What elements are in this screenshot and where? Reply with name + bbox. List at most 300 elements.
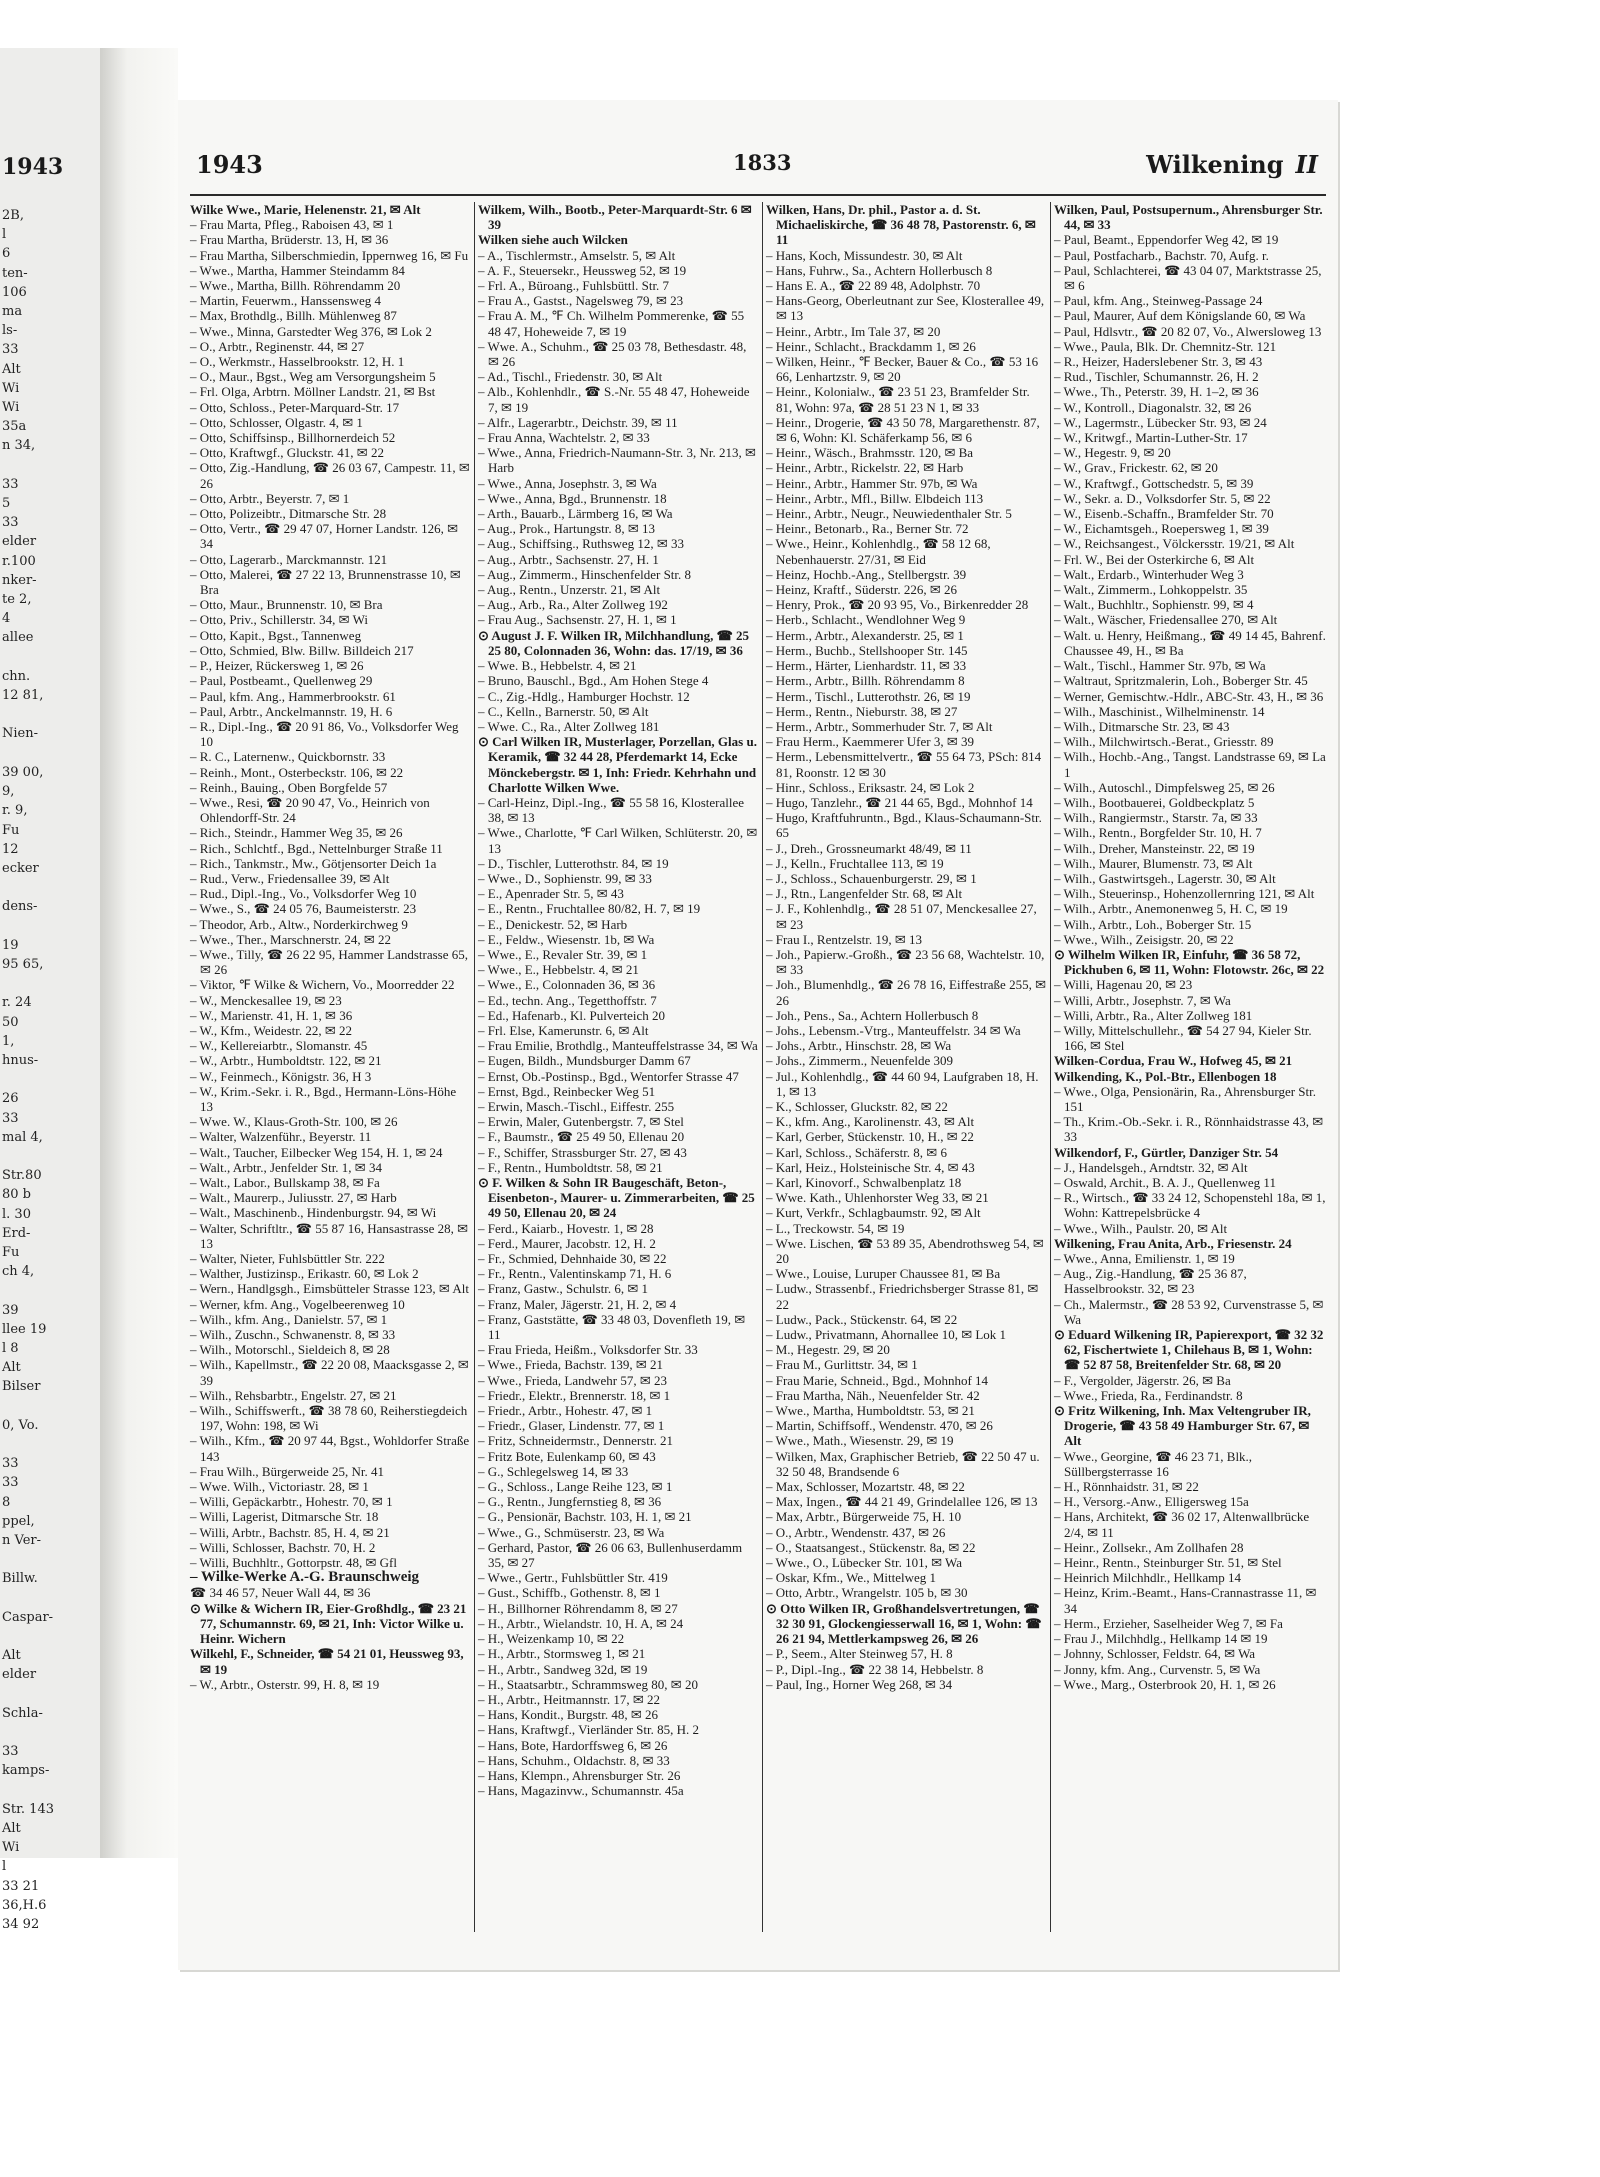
directory-entry: – W., Krim.-Sekr. i. R., Bgd., Hermann-Löns-Höhe 13 [190,1083,457,1114]
directory-entry: – O., Staatsangest., Stückenstr. 8a, ✉ 22 [766,1539,976,1555]
directory-entry: – Wwe., Louise, Luruper Chaussee 81, ✉ Ba [766,1266,1001,1282]
left-page-fragment [2,917,54,936]
column-divider [1050,202,1051,1932]
directory-entry: – Hinr., Schloss., Eriksastr. 24, ✉ Lok 2 [766,779,975,795]
left-page-fragment: chn. [2,668,31,684]
directory-entry: – Willi, Arbtr., Bachstr. 85, H. 4, ✉ 21 [190,1524,390,1540]
directory-entry: – Franz, Gastw., Schulstr. 6, ✉ 1 [478,1281,649,1297]
book-gutter [100,48,178,1858]
directory-entry: – Alfr., Lagerarbtr., Deichstr. 39, ✉ 11 [478,414,678,430]
left-page-fragment [2,1550,54,1569]
directory-entry: – Wwe. B., Hebbelstr. 4, ✉ 21 [478,658,637,674]
left-page-fragment: 9, [2,784,15,800]
directory-entry: – Paul, Beamt., Eppendorfer Weg 42, ✉ 19 [1054,232,1279,248]
directory-entry: – W., Feinmech., Königstr. 36, H 3 [190,1068,372,1084]
directory-entry: – H., Versorg.-Anw., Elligersweg 15a [1054,1494,1249,1510]
left-page-fragment: elder [2,1667,37,1683]
directory-entry: – G., Schlegelsweg 14, ✉ 33 [478,1463,629,1479]
directory-entry: – Herm., Härter, Lienhardstr. 11, ✉ 33 [766,658,967,674]
left-page-fragment: Wi [2,1840,20,1856]
directory-entry: – Wwe., O., Lübecker Str. 101, ✉ Wa [766,1555,963,1571]
directory-entry: – Walt., Maurerp., Juliusstr. 27, ✉ Harb [190,1190,397,1206]
directory-entry: – Frau Martha, Silberschmiedin, Ippernweg 16, ✉ Fu [190,247,469,263]
directory-entry: Wilkening, Frau Anita, Arb., Friesenstr. 24 [1054,1235,1292,1251]
directory-entry: – Hans, Fuhrw., Sa., Achtern Hollerbusch 8 [766,262,993,278]
left-page-fragment: Wi [2,380,20,396]
directory-entry: – Ferd., Kaiarb., Hovestr. 1, ✉ 28 [478,1220,654,1236]
left-page-fragment: 33 [2,1744,19,1760]
directory-entry: – Wilh., Kfm., ☎ 20 97 44, Bgst., Wohldorfer Straße 143 [190,1433,470,1464]
directory-entry: – Wwe., Martha, Billh. Röhrendamm 20 [190,278,401,294]
directory-entry: – Wilh., Autoschl., Dimpfelsweg 25, ✉ 26 [1054,779,1275,795]
left-page-fragment: kamps- [2,1763,50,1779]
directory-entry: – Friedr., Arbtr., Hohestr. 47, ✉ 1 [478,1403,653,1419]
directory-entry: – H., Arbtr., Stormsweg 1, ✉ 21 [478,1646,646,1662]
directory-entry: – W., Sekr. a. D., Volksdorfer Str. 5, ✉ 22 [1054,490,1271,506]
left-page-fragment: 33 [2,1475,19,1491]
directory-entry: – Heinr., Arbtr., Mfl., Billw. Elbdeich 113 [766,490,984,506]
directory-entry: – Wilh., Rehsbarbtr., Engelstr. 27, ✉ 21 [190,1387,397,1403]
column-3 [766,202,1048,1932]
directory-entry: – Wwe. Wilh., Victoriastr. 28, ✉ 1 [190,1479,369,1495]
directory-entry: – Frl. Else, Kamerunstr. 6, ✉ Alt [478,1022,649,1038]
directory-entry: – Wilh., Arbtr., Loh., Boberger Str. 15 [1054,916,1252,932]
directory-entry: – K., Schlosser, Gluckstr. 82, ✉ 22 [766,1098,948,1114]
directory-entry: ⊙ Wilhelm Wilken IR, Einfuhr, ☎ 36 58 72, Pickhuben 6, ✉ 11, Wohn: Flotowstr. 26c, ✉ 22 [1054,946,1325,978]
directory-entry: – Max, Schlosser, Mozartstr. 48, ✉ 22 [766,1479,965,1495]
directory-entry: – Otto, Schmied, Blw. Billw. Billdeich 217 [190,642,414,658]
directory-entry: – K., kfm. Ang., Karolinenstr. 43, ✉ Alt [766,1114,975,1130]
directory-entry: – Wilh., Hochb.-Ang., Tangst. Landstrasse 69, ✉ La 1 [1054,749,1326,780]
left-page-fragment [2,1685,54,1704]
directory-entry: – Wilh., Steuerinsp., Hohenzollernring 121, ✉ Alt [1054,886,1315,902]
directory-entry: – Bruno, Bauschl., Bgd., Am Hohen Stege 4 [478,673,709,689]
directory-entry: – Aug., Zig.-Handlung, ☎ 25 36 87, Hasselbrookstr. 32, ✉ 23 [1054,1266,1247,1297]
directory-entry: – Walt., Buchhltr., Sophienstr. 99, ✉ 4 [1054,597,1254,613]
directory-entry: ⊙ Otto Wilken IR, Großhandelsvertretungen, ☎ 32 30 91, Glockengiesserwall 16, ✉ 1, Wohn: ☎ 26 21 94, Mettlerkampsweg 26, ✉ 26 [766,1600,1042,1647]
directory-entry: – Ludw., Privatmann, Ahornallee 10, ✉ Lok 1 [766,1327,1007,1343]
directory-entry: – Paul, Arbtr., Anckelmannstr. 19, H. 6 [190,703,393,719]
directory-entry: Wilke Wwe., Marie, Helenenstr. 21, ✉ Alt [190,202,421,217]
directory-entry: – Paul, kfm. Ang., Steinweg-Passage 24 [1054,293,1263,309]
left-page-text-fragments [2,206,54,1934]
directory-entry: – H., Arbtr., Sandweg 32d, ✉ 19 [478,1661,648,1677]
directory-entry: – Frl. W., Bei der Osterkirche 6, ✉ Alt [1054,551,1255,567]
directory-entry: Wilken siehe auch Wilcken [478,232,628,248]
directory-entry: – Frau Martha, Näh., Neuenfelder Str. 42 [766,1387,980,1403]
directory-entry: Wilken-Cordua, Frau W., Hofweg 45, ✉ 21 [1054,1053,1293,1069]
left-page-fragment: 36,H.6 [2,1897,47,1913]
left-page-fragment [2,1147,54,1166]
left-page-fragment: l [2,227,7,243]
left-page-fragment [2,1781,54,1800]
left-page-fragment: hnus- [2,1052,39,1068]
directory-entry: – Ed., techn. Ang., Tegetthoffstr. 7 [478,992,657,1008]
directory-entry: – Aug., Prok., Hartungstr. 8, ✉ 13 [478,521,656,537]
directory-entry: – O., Werkmstr., Hasselbrookstr. 12, H. 1 [190,354,405,370]
directory-entry: – Willi, Gepäckarbtr., Hohestr. 70, ✉ 1 [190,1494,393,1510]
directory-entry: – Wwe., Math., Wiesenstr. 29, ✉ 19 [766,1433,954,1449]
directory-entry: – W., Grav., Frickestr. 62, ✉ 20 [1054,460,1218,476]
column-2 [478,202,760,1932]
directory-entry: – Wilh., Ditmarsche Str. 23, ✉ 43 [1054,718,1230,734]
directory-entry: – Paul, kfm. Ang., Hammerbrookstr. 61 [190,688,396,704]
directory-entry: – Rich., Steindr., Hammer Weg 35, ✉ 26 [190,825,403,841]
left-page-fragment [2,1589,54,1608]
directory-entry: – Herm., Lebensmittelvertr., ☎ 55 64 73, PSch: 814 81, Roonstr. 12 ✉ 30 [766,749,1042,780]
directory-entry: – Reinh., Bauing., Oben Borgfelde 57 [190,779,388,795]
directory-entry: – Willi, Schlosser, Bachstr. 70, H. 2 [190,1539,376,1555]
directory-entry: – Wilh., Rentn., Borgfelder Str. 10, H. 7 [1054,825,1262,841]
directory-entry: – Paul, Schlachterei, ☎ 43 04 07, Marktstrasse 25, ✉ 6 [1054,262,1322,294]
directory-entry: – Wwe., E., Revaler Str. 39, ✉ 1 [478,946,648,962]
directory-entry: – Herm., Erzieher, Saselheider Weg 7, ✉ Fa [1054,1615,1283,1631]
left-page-fragment: 39 [2,1302,19,1318]
directory-entry: – F., Schiffer, Strassburger Str. 27, ✉ 43 [478,1144,687,1160]
directory-entry: – Rud., Tischler, Schumannstr. 26, H. 2 [1054,369,1259,385]
directory-entry: – Paul, Maurer, Auf dem Königslande 60, ✉ Wa [1054,308,1306,324]
directory-entry: – Hugo, Tanzlehr., ☎ 21 44 65, Bgd., Mohnhof 14 [766,794,1033,810]
page-year: 1943 [196,150,263,179]
directory-entry: – W., Kritwgf., Martin-Luther-Str. 17 [1054,430,1248,446]
directory-entry: – Hans, Bote, Hardorffsweg 6, ✉ 26 [478,1737,668,1753]
left-page-fragment: r.100 [2,553,36,569]
directory-entry: – Heinr., Wäsch., Brahmsstr. 120, ✉ Ba [766,445,974,461]
left-page-fragment: 95 65, [2,956,44,972]
directory-entry: – Wern., Handlgsgh., Eimsbütteler Strasse 123, ✉ Alt [190,1281,469,1297]
directory-entry: – Wilh., Arbtr., Anemonenweg 5, H. C, ✉ 19 [1054,901,1288,917]
directory-entry: – Eugen, Bildh., Mundsburger Damm 67 [478,1053,691,1069]
directory-entry: – Max, Arbtr., Bürgerweide 75, H. 10 [766,1509,962,1525]
running-head [1146,150,1318,179]
directory-entry: – Fritz, Schneidermstr., Dennerstr. 21 [478,1433,673,1449]
directory-entry: – Max, Brothdlg., Billh. Mühlenweg 87 [190,308,397,324]
directory-entry: – Frau Marta, Pfleg., Raboisen 43, ✉ 1 [190,217,394,233]
directory-entry: – Wilh., Milchwirtsch.-Berat., Griesstr. 89 [1054,734,1274,750]
directory-entry: – Wilh., Rangiermstr., Starstr. 7a, ✉ 33 [1054,810,1258,826]
directory-entry: – Willi, Arbtr., Ra., Alter Zollweg 181 [1054,1007,1253,1023]
directory-entry: – Willi, Hagenau 20, ✉ 23 [1054,977,1193,993]
directory-entry: – W., Eichamtsgeh., Roepersweg 1, ✉ 39 [1054,521,1269,537]
directory-entry: – R., Dipl.-Ing., ☎ 20 91 86, Vo., Volksdorfer Weg 10 [190,718,459,750]
directory-entry: – Th., Krim.-Ob.-Sekr. i. R., Rönnhaidstrasse 43, ✉ 33 [1054,1114,1324,1145]
left-page-fragment: 39 00, [2,764,44,780]
directory-entry: – Wwe., D., Sophienstr. 99, ✉ 33 [478,870,652,886]
left-page-fragment [2,648,54,667]
left-page-fragment: l [2,1859,7,1875]
directory-entry: – Heinr., Arbtr., Neugr., Neuwiedenthaler Str. 5 [766,506,1012,522]
directory-entry: – Otto, Lagerarb., Marckmannstr. 121 [190,551,388,567]
directory-entry: – Arth., Bauarb., Lärmberg 16, ✉ Wa [478,506,673,522]
directory-entry: – Wwe., Resi, ☎ 20 90 47, Vo., Heinrich von Ohlendorff-Str. 24 [190,794,430,826]
left-page-fragment: 2B, [2,208,24,223]
directory-entry: – Otto, Maur., Brunnenstr. 10, ✉ Bra [190,597,383,613]
directory-entry: – Wwe. C., Ra., Alter Zollweg 181 [478,718,660,734]
directory-entry: – G., Schloss., Lange Reihe 123, ✉ 1 [478,1479,673,1495]
directory-entry: – W., Arbtr., Humboldtstr. 122, ✉ 21 [190,1053,382,1069]
left-page-fragment: mal 4, [2,1129,43,1145]
page-number: 1833 [733,150,792,175]
directory-entry: – Wwe. Kath., Uhlenhorster Weg 33, ✉ 21 [766,1190,989,1206]
left-page-fragment: Fu [2,822,20,838]
left-page-fragment: 6 [2,246,11,262]
left-page-fragment: Schla- [2,1705,43,1721]
directory-entry: Wilkehl, F., Schneider, ☎ 54 21 01, Heussweg 93, ✉ 19 [190,1646,464,1677]
directory-entry: – H., Billhorner Röhrendamm 8, ✉ 27 [478,1600,678,1616]
directory-entry: – G., Rentn., Jungfernstieg 8, ✉ 36 [478,1494,662,1510]
directory-entry: – R., Heizer, Haderslebener Str. 3, ✉ 43 [1054,354,1263,370]
left-page-fragment: 35a [2,419,27,435]
directory-entry: – Wwe., Charlotte, ℉ Carl Wilken, Schlüterstr. 20, ✉ 13 [478,825,758,856]
left-page-fragment: 0, Vo. [2,1417,39,1433]
directory-entry: – G., Pensionär, Bachstr. 103, H. 1, ✉ 21 [478,1509,692,1525]
left-page-fragment: 33 21 [2,1878,40,1894]
directory-entry: – Hans-Georg, Oberleutnant zur See, Klosterallee 49, ✉ 13 [766,293,1045,324]
directory-entry: – Hans, Klempn., Ahrensburger Str. 26 [478,1767,681,1783]
directory-entry: – Wwe., Marg., Osterbrook 20, H. 1, ✉ 26 [1054,1676,1276,1692]
directory-entry: – W., Kellereiarbtr., Slomanstr. 45 [190,1038,368,1054]
directory-entry: – Wwe., Frieda, Bachstr. 139, ✉ 21 [478,1357,664,1373]
directory-entry: – Wwe., S., ☎ 24 05 76, Baumeisterstr. 23 [190,901,417,917]
left-page-fragment: ls- [2,323,18,339]
directory-entry: – E., Feldw., Wiesenstr. 1b, ✉ Wa [478,931,655,947]
directory-entry: ☎ 34 46 57, Neuer Wall 44, ✉ 36 [190,1585,371,1601]
directory-entry: – Oskar, Kfm., We., Mittelweg 1 [766,1570,937,1586]
directory-entry: – J., Rtn., Langenfelder Str. 68, ✉ Alt [766,886,963,902]
directory-entry: – Ferd., Maurer, Jacobstr. 12, H. 2 [478,1235,656,1251]
directory-entry: – Frau Emilie, Brothdlg., Manteuffelstrasse 34, ✉ Wa [478,1038,758,1054]
directory-entry: – Wwe., Frieda, Ra., Ferdinandstr. 8 [1054,1387,1243,1403]
left-page-fragment: Bilser [2,1379,41,1395]
directory-entry: – Wwe., Paula, Blk. Dr. Chemnitz-Str. 121 [1054,338,1277,354]
left-page-fragment: ten- [2,265,28,281]
directory-page [178,100,1338,1970]
directory-entry: – Walt., Labor., Bullskamp 38, ✉ Fa [190,1175,380,1190]
left-page-fragment: Erd- [2,1225,31,1241]
directory-entry: – Wwe. A., Schuhm., ☎ 25 03 78, Bethesdastr. 48, ✉ 26 [478,338,747,370]
directory-entry: – Wilh., Kapellmstr., ☎ 22 20 08, Maacksgasse 2, ✉ 39 [190,1357,469,1388]
left-page-fragment: 19 [2,937,19,953]
directory-entry: – Walt., Wäscher, Friedensallee 270, ✉ Alt [1054,612,1278,628]
left-page-fragment [2,1281,54,1300]
directory-entry: – C., Zig.-Hdlg., Hamburger Hochstr. 12 [478,688,690,704]
directory-entry: Wilkending, K., Pol.-Btr., Ellenbogen 18 [1054,1068,1277,1084]
left-page-fragment: elder [2,534,37,550]
directory-entry: – H., Weizenkamp 10, ✉ 22 [478,1631,625,1647]
directory-entry: – Heinr., Betonarb., Ra., Berner Str. 72 [766,521,969,537]
left-page-fragment: ecker [2,860,39,876]
directory-entry: – Wwe., Anna, Bgd., Brunnenstr. 18 [478,490,667,506]
running-head-name: Wilkening [1146,150,1284,179]
directory-entry: – Ad., Tischl., Friedenstr. 30, ✉ Alt [478,369,663,385]
directory-entry: – Walter, Schriftltr., ☎ 55 87 16, Hansastrasse 28, ✉ 13 [190,1220,469,1251]
directory-entry: – A. F., Steuersekr., Heussweg 52, ✉ 19 [478,262,687,278]
directory-entry: – Otto, Arbtr., Beyerstr. 7, ✉ 1 [190,490,350,506]
directory-entry: – Kurt, Verkfr., Schlagbaumstr. 92, ✉ Alt [766,1205,981,1221]
directory-entry: – Aug., Zimmerm., Hinschenfelder Str. 8 [478,566,692,582]
left-page-fragment: ch 4, [2,1264,35,1280]
directory-entry: – Joh., Papierw.-Großh., ☎ 23 56 68, Wachtelstr. 10, ✉ 33 [766,946,1045,978]
directory-entry: – Heinr., Rentn., Steinburger Str. 51, ✉ Stel [1054,1555,1282,1571]
left-page-fragment: llee 19 [2,1321,47,1337]
left-page-fragment: 1, [2,1033,15,1049]
left-page-fragment: dens- [2,899,38,915]
left-page-fragment [2,974,54,993]
directory-entry: – Wilken, Max, Graphischer Betrieb, ☎ 22 50 47 u. 32 50 48, Brandsende 6 [766,1448,1040,1479]
directory-entry: – W., Arbtr., Osterstr. 99, H. 8, ✉ 19 [190,1676,380,1692]
directory-entry: – C., Kelln., Barnerstr. 50, ✉ Alt [478,703,649,719]
left-page-edge [0,48,101,1933]
directory-entry: – Theodor, Arb., Altw., Norderkirchweg 9 [190,916,408,932]
directory-entry: – Karl, Kinovorf., Schwalbenplatz 18 [766,1175,962,1190]
directory-entry: – Henry, Prok., ☎ 20 93 95, Vo., Birkenredder 28 [766,597,1029,613]
left-page-fragment: Wi [2,400,20,416]
left-page-fragment: 5 [2,496,11,512]
directory-entry: – Johs., Zimmerm., Neuenfelde 309 [766,1053,954,1069]
left-page-fragment: nker- [2,572,37,588]
left-page-fragment: Str. 143 [2,1801,54,1817]
directory-entry: – Fritz Bote, Eulenkamp 60, ✉ 43 [478,1448,656,1464]
directory-entry: – Wwe., Olga, Pensionärin, Ra., Ahrensburger Str. 151 [1054,1083,1317,1114]
directory-entry: – W., Kraftwgf., Gottschedstr. 5, ✉ 39 [1054,475,1254,491]
left-page-fragment: Alt [2,361,21,377]
directory-entry: – Friedr., Elektr., Brennerstr. 18, ✉ 1 [478,1387,671,1403]
directory-entry: – Rich., Schlchtf., Bgd., Nettelnburger Straße 11 [190,840,443,856]
left-page-fragment: 8 [2,1494,11,1510]
left-page-fragment: te 2, [2,592,32,608]
directory-entry: – M., Hegestr. 29, ✉ 20 [766,1342,890,1358]
directory-entry: – Otto, Schlosser, Olgastr. 4, ✉ 1 [190,414,363,430]
directory-entry: – Hans, Architekt, ☎ 36 02 17, Altenwallbrücke 2/4, ✉ 11 [1054,1509,1310,1540]
left-page-fragment: n Ver- [2,1533,41,1549]
directory-entry: – Alb., Kohlenhdlr., ☎ S.-Nr. 55 48 47, Hoheweide 7, ✉ 19 [478,384,750,415]
directory-entry: – Willi, Arbtr., Josephstr. 7, ✉ Wa [1054,992,1231,1008]
directory-entry: – Wilh., Motorschl., Sieldeich 8, ✉ 28 [190,1342,390,1358]
directory-entry: – J., Schloss., Schauenburgerstr. 29, ✉ 1 [766,870,977,886]
directory-entry: – Otto, Schloss., Peter-Marquard-Str. 17 [190,399,400,415]
directory-entry: – W., Kontroll., Diagonalstr. 32, ✉ 26 [1054,399,1252,415]
directory-entry: – Wilh., Zuschn., Schwanenstr. 8, ✉ 33 [190,1327,396,1343]
directory-entry: – Wwe., Ther., Marschnerstr. 24, ✉ 22 [190,931,392,947]
directory-entry: – Wwe., Anna, Josephstr. 3, ✉ Wa [478,475,657,491]
directory-entry: – Karl, Gerber, Stückenstr. 10, H., ✉ 22 [766,1129,974,1145]
directory-entry: – Aug., Rentn., Unzerstr. 21, ✉ Alt [478,582,661,598]
left-page-fragment [2,1435,54,1454]
left-page-fragment [2,878,54,897]
directory-entry: – Aug., Schiffsing., Ruthsweg 12, ✉ 33 [478,536,685,552]
directory-entry: – Willi, Buchhltr., Gottorpstr. 48, ✉ Gfl [190,1555,397,1571]
left-page-fragment: Alt [2,1648,21,1664]
directory-entry: – Frau Herm., Kaemmerer Ufer 3, ✉ 39 [766,734,974,750]
directory-entry: – Ludw., Strassenbf., Friedrichsberger Strasse 81, ✉ 22 [766,1281,1039,1312]
directory-entry: – Werner, Gemischtw.-Hdlr., ABC-Str. 43, H., ✉ 36 [1054,688,1324,704]
directory-entry: – E., Denickestr. 52, ✉ Harb [478,916,628,932]
directory-entry: – Frau J., Milchhdlg., Hellkamp 14 ✉ 19 [1054,1631,1268,1647]
directory-entry: – Gust., Schiffb., Gothenstr. 8, ✉ 1 [478,1585,661,1601]
directory-entry: ⊙ Fritz Wilkening, Inh. Max Veltengruber IR, Drogerie, ☎ 43 58 49 Hamburger Str. 67, ✉ Alt [1054,1403,1311,1449]
directory-entry: – O., Arbtr., Reginenstr. 44, ✉ 27 [190,338,365,354]
directory-entry: – H., Rönnhaidstr. 31, ✉ 22 [1054,1479,1199,1495]
directory-entry: – Paul, Ing., Horner Weg 268, ✉ 34 [766,1676,953,1692]
left-page-fragment: 80 b [2,1187,31,1203]
directory-entry: ⊙ August J. F. Wilken IR, Milchhandlung, ☎ 25 25 80, Colonnaden 36, Wohn: das. 17/19, ✉ 36 [478,627,750,658]
directory-entry: – W., Eisenb.-Schaffn., Bramfelder Str. 70 [1054,506,1274,522]
directory-entry: – Oswald, Archit., B. A. J., Quellenweg 11 [1054,1175,1276,1190]
left-page-fragment [2,1627,54,1646]
directory-entry: – Otto, Kraftwgf., Gluckstr. 41, ✉ 22 [190,445,384,461]
directory-entry: – Wwe., Martha, Humboldtstr. 53, ✉ 21 [766,1403,975,1419]
left-page-fragment: Fu [2,1244,20,1260]
directory-entry: – Wwe., E., Hebbelstr. 4, ✉ 21 [478,962,639,978]
directory-entry: – Herm., Arbtr., Sommerhuder Str. 7, ✉ Alt [766,718,993,734]
directory-entry: – Ernst, Bgd., Reinbecker Weg 51 [478,1083,656,1099]
column-divider [762,202,763,1932]
column-divider [474,202,475,1932]
directory-entry: – Wwe., G., Schmüserstr. 23, ✉ Wa [478,1524,665,1540]
directory-entry: – Karl, Heiz., Holsteinische Str. 4, ✉ 43 [766,1159,975,1175]
left-page-fragment: Nien- [2,726,38,742]
directory-entry: – Jonny, kfm. Ang., Curvenstr. 5, ✉ Wa [1054,1661,1261,1677]
directory-entry: – H., Arbtr., Wielandstr. 10, H. A, ✉ 24 [478,1615,684,1631]
directory-entry: – Carl-Heinz, Dipl.-Ing., ☎ 55 58 16, Klosterallee 38, ✉ 13 [478,794,745,826]
directory-entry: – R. C., Laternenw., Quickbornstr. 33 [190,749,386,765]
directory-entry: – W., Kfm., Weidestr. 22, ✉ 22 [190,1022,352,1038]
directory-entry: – Joh., Blumenhdlg., ☎ 26 78 16, Eiffestraße 255, ✉ 26 [766,977,1046,1008]
directory-entry: – Rich., Tankmstr., Mw., Götjensorter Deich 1a [190,855,437,871]
left-page-fragment: 33 [2,476,19,492]
directory-entry: ⊙ Wilke & Wichern IR, Eier-Großhdlg., ☎ 23 21 77, Schumannstr. 69, ✉ 21, Inh: Victor Wilke u. Heinr. Wichern [190,1600,467,1647]
directory-entry: – Wilke-Werke A.-G. Braunschweig [190,1569,420,1586]
directory-entry: – Rud., Verw., Friedensallee 39, ✉ Alt [190,870,390,886]
directory-entry: – Friedr., Glaser, Lindenstr. 77, ✉ 1 [478,1418,665,1434]
directory-entry: – Walt., Tischl., Hammer Str. 97b, ✉ Wa [1054,658,1266,674]
directory-entry: – Otto, Priv., Schillerstr. 34, ✉ Wi [190,612,368,628]
directory-entry: Wilkem, Wilh., Bootb., Peter-Marquardt-Str. 6 ✉ 39 [478,202,752,233]
directory-entry: – Wilh., Bootbauerei, Goldbeckplatz 5 [1054,794,1255,810]
column-1 [190,202,472,1932]
directory-entry: – Walter, Walzenführ., Beyerstr. 11 [190,1129,372,1145]
directory-entry: – Heinrich Milchhdlr., Hellkamp 14 [1054,1570,1242,1586]
directory-entry: – Walt., Taucher, Eilbecker Weg 154, H. 1, ✉ 24 [190,1144,443,1160]
left-page-fragment [2,705,54,724]
directory-entry: – Heinr., Arbtr., Rickelstr. 22, ✉ Harb [766,460,964,476]
directory-entry: – Ernst, Ob.-Postinsp., Bgd., Wentorfer Strasse 47 [478,1068,739,1084]
directory-entry: – Rud., Dipl.-Ing., Vo., Volksdorfer Weg 10 [190,886,417,902]
directory-entry: – Viktor, ℉ Wilke & Wichern, Vo., Moorredder 22 [190,977,455,993]
directory-entry: – W., Reichsangest., Völckersstr. 19/21, ✉ Alt [1054,536,1295,552]
directory-entry: – Wilh., Dreher, Mansteinstr. 22, ✉ 19 [1054,840,1255,856]
directory-entry: – Wwe., Martha, Hammer Steindamm 84 [190,262,405,278]
left-page-fragment [2,1070,54,1089]
directory-entry: – Frau Aug., Sachsenstr. 27, H. 1, ✉ 1 [478,612,677,628]
directory-entry: – Ludw., Pack., Stückenstr. 64, ✉ 22 [766,1311,958,1327]
directory-entry: – P., Seem., Alter Steinweg 57, H. 8 [766,1646,953,1662]
directory-entry: – Wwe., Wilh., Zeisigstr. 20, ✉ 22 [1054,931,1234,947]
directory-entry: – Frau Marie, Schneid., Bgd., Mohnhof 14 [766,1372,989,1388]
directory-entry: ⊙ Eduard Wilkening IR, Papierexport, ☎ 32 32 62, Fischertwiete 1, Chilehaus B, ✉ 1, Wohn: ☎ 52 87 58, Breitenfelder Str. 68, ✉ 20 [1054,1327,1324,1373]
header-rule [190,194,1326,196]
directory-entry: – Otto, Malerei, ☎ 27 22 13, Brunnenstrasse 10, ✉ Bra [190,566,461,598]
directory-entry: – Fr., Rentn., Valentinskamp 71, H. 6 [478,1266,672,1282]
directory-entry: – E., Apenrader Str. 5, ✉ 43 [478,886,624,902]
directory-entry: – Heinr., Zollsekr., Am Zollhafen 28 [1054,1539,1244,1555]
directory-entry: – Werner, kfm. Ang., Vogelbeerenweg 10 [190,1296,405,1312]
directory-entry: – Otto, Arbtr., Wrangelstr. 105 b, ✉ 30 [766,1585,968,1601]
directory-entry: – Wilh., Maschinist., Wilhelminenstr. 14 [1054,703,1265,719]
directory-entry: – W., Menckesallee 19, ✉ 23 [190,992,342,1008]
directory-entry: – Reinh., Mont., Osterbeckstr. 106, ✉ 22 [190,764,404,780]
directory-entry: – Willy, Mittelschullehr., ☎ 54 27 94, Kieler Str. 166, ✉ Stel [1054,1022,1312,1054]
